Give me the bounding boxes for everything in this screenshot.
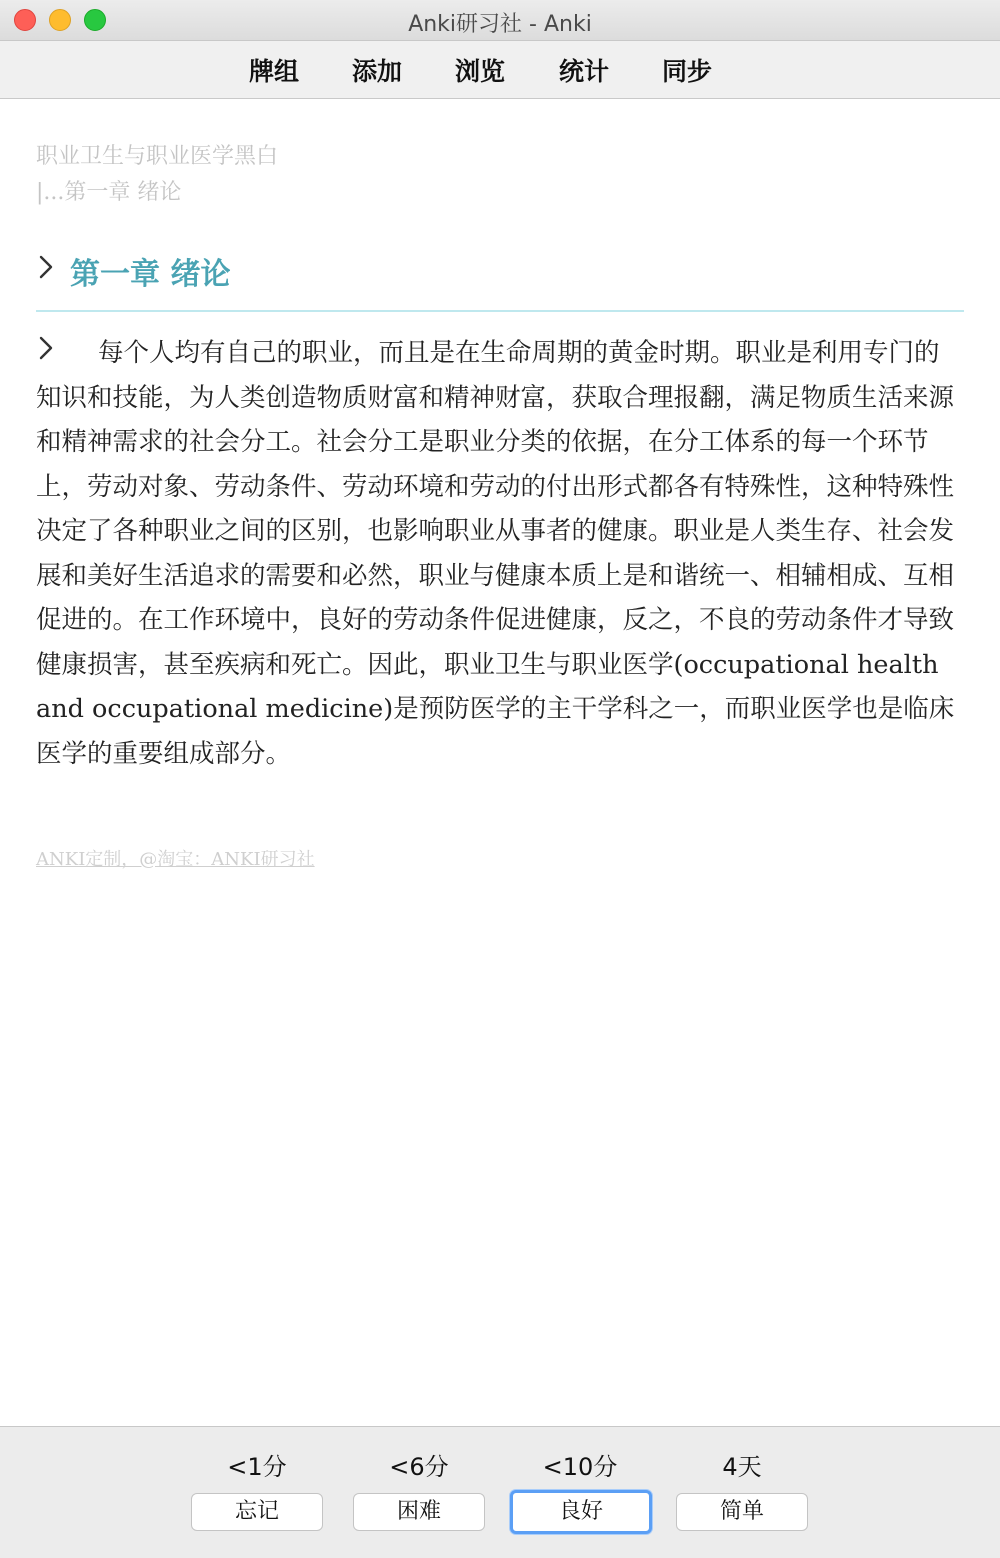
interval-easy: 4天 [722, 1453, 762, 1481]
again-button[interactable]: 忘记 [191, 1493, 323, 1531]
card-content [0, 99, 1000, 1426]
toolbar-stats[interactable]: 统计 [559, 57, 610, 86]
interval-good: <10分 [542, 1453, 618, 1481]
footer-credit-link[interactable]: ANKI定制，@淘宝：ANKI研习社 [36, 849, 315, 870]
breadcrumb-deck: 职业卫生与职业医学黑白 [36, 144, 279, 169]
toolbar-decks[interactable]: 牌组 [249, 57, 300, 86]
heading-divider [36, 310, 964, 312]
toolbar-browse[interactable]: 浏览 [455, 57, 506, 86]
chapter-heading: 第一章 绪论 [70, 257, 231, 292]
toolbar-sync[interactable]: 同步 [662, 57, 713, 86]
window-title: Anki研习社 - Anki [408, 12, 592, 37]
good-button[interactable]: 良好 [510, 1490, 652, 1534]
hard-button[interactable]: 困难 [353, 1493, 485, 1531]
main-toolbar [0, 41, 1000, 99]
interval-again: <1分 [227, 1453, 287, 1481]
chevron-right-icon [38, 254, 54, 280]
toolbar-add[interactable]: 添加 [352, 57, 403, 86]
breadcrumb-subdeck: |...第一章 绪论 [36, 180, 182, 205]
card-body-paragraph: 每个人均有自己的职业，而且是在生命周期的黄金时期。职业是利用专门的知识和技能，为人类创造物质财富和精神财富，获取合理报翻，满足物质生活来源和精神需求的社会分工。社会分工是职业分类的依据，在分工体系的每一个环节上，劳动对象、劳动条件、劳动环境和劳动的付出形式都各有特殊性，这种特殊性决定了各种职业之间的区别，也影响职业从事者的健康。职业是人类生存、社会发展和美好生活追求的需要和必然，职业与健康本质上是和谐统一、相辅相成、互相促进的。在工作环境中，良好的劳动条件促进健康，反之，不良的劳动条件才导致健康损害，甚至疾病和死亡。因此，职业卫生与职业医学(occupational health and occupational medicine)是预防医学的主干学科之一，而职业医学也是临床医学的重要组成部分。 [36, 338, 955, 769]
interval-hard: <6分 [389, 1453, 449, 1481]
easy-button[interactable]: 简单 [676, 1493, 808, 1531]
answer-bar [0, 1426, 1000, 1558]
title-bar[interactable] [0, 0, 1000, 41]
